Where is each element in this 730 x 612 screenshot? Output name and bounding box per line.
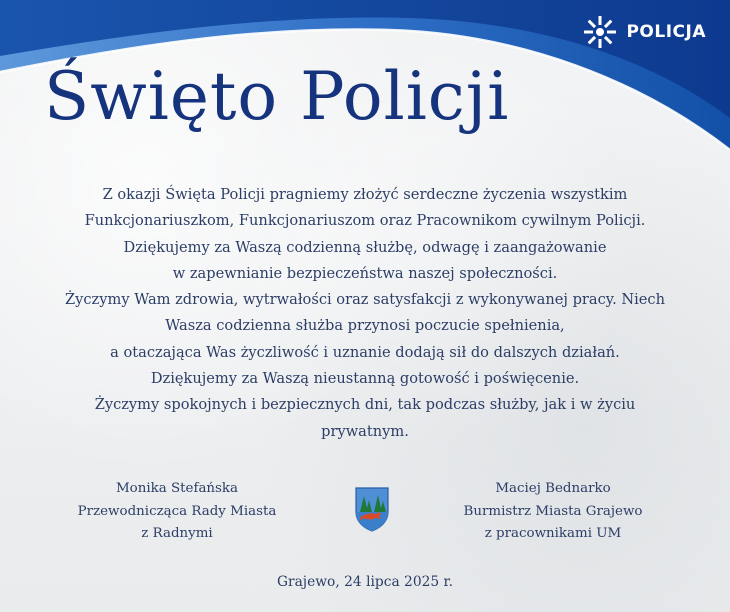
police-logo [582,14,706,50]
signatory-role: Przewodnicząca Rady Miasta [77,503,277,519]
greeting-line: Życzymy spokojnych i bezpiecznych dni, tak podczas służby, jak i w życiu [94,396,636,414]
greeting-line: prywatnym. [321,422,409,440]
page-title: Święto Policji [44,58,510,135]
police-star-icon [582,14,618,50]
signatory-with: z Radnymi [141,526,213,541]
greeting-line: w zapewnianie bezpieczeństwa naszej społeczności. [172,264,558,282]
greeting-line: Dziękujemy za Waszą nieustanną gotowość i poświęcenie. [150,370,580,388]
police-logo-text: POLICJA [626,22,706,42]
signatory-with: z pracownikami UM [484,526,622,541]
greeting-line: Z okazji Święta Policji pragniemy złożyć serdeczne życzenia wszystkim [102,186,628,203]
signatory-role: Burmistrz Miasta Grajewo [463,503,643,519]
date-place: Grajewo, 24 lipca 2025 r. [276,574,454,590]
signatory-name: Maciej Bednarko [495,481,611,496]
greeting-line: Wasza codzienna służba przynosi poczucie spełnienia, [165,317,565,335]
signatory-name: Monika Stefańska [115,481,239,496]
greeting-text [40,182,690,445]
signature-right [433,478,673,546]
greeting-line: Dziękujemy za Waszą codzienną służbę, odwagę i zaangażowanie [123,238,607,256]
signature-left [57,478,297,546]
greeting-line: Funkcjonariuszkom, Funkcjonariuszom oraz Pracownikom cywilnym Policji. [84,212,646,230]
grajewo-coat-of-arms-icon [354,486,390,532]
greeting-line: a otaczająca Was życzliwość i uznanie dodają sił do dalszych działań. [110,343,620,361]
greeting-line: Życzymy Wam zdrowia, wytrwałości oraz satysfakcji z wykonywanej pracy. Niech [65,291,665,309]
